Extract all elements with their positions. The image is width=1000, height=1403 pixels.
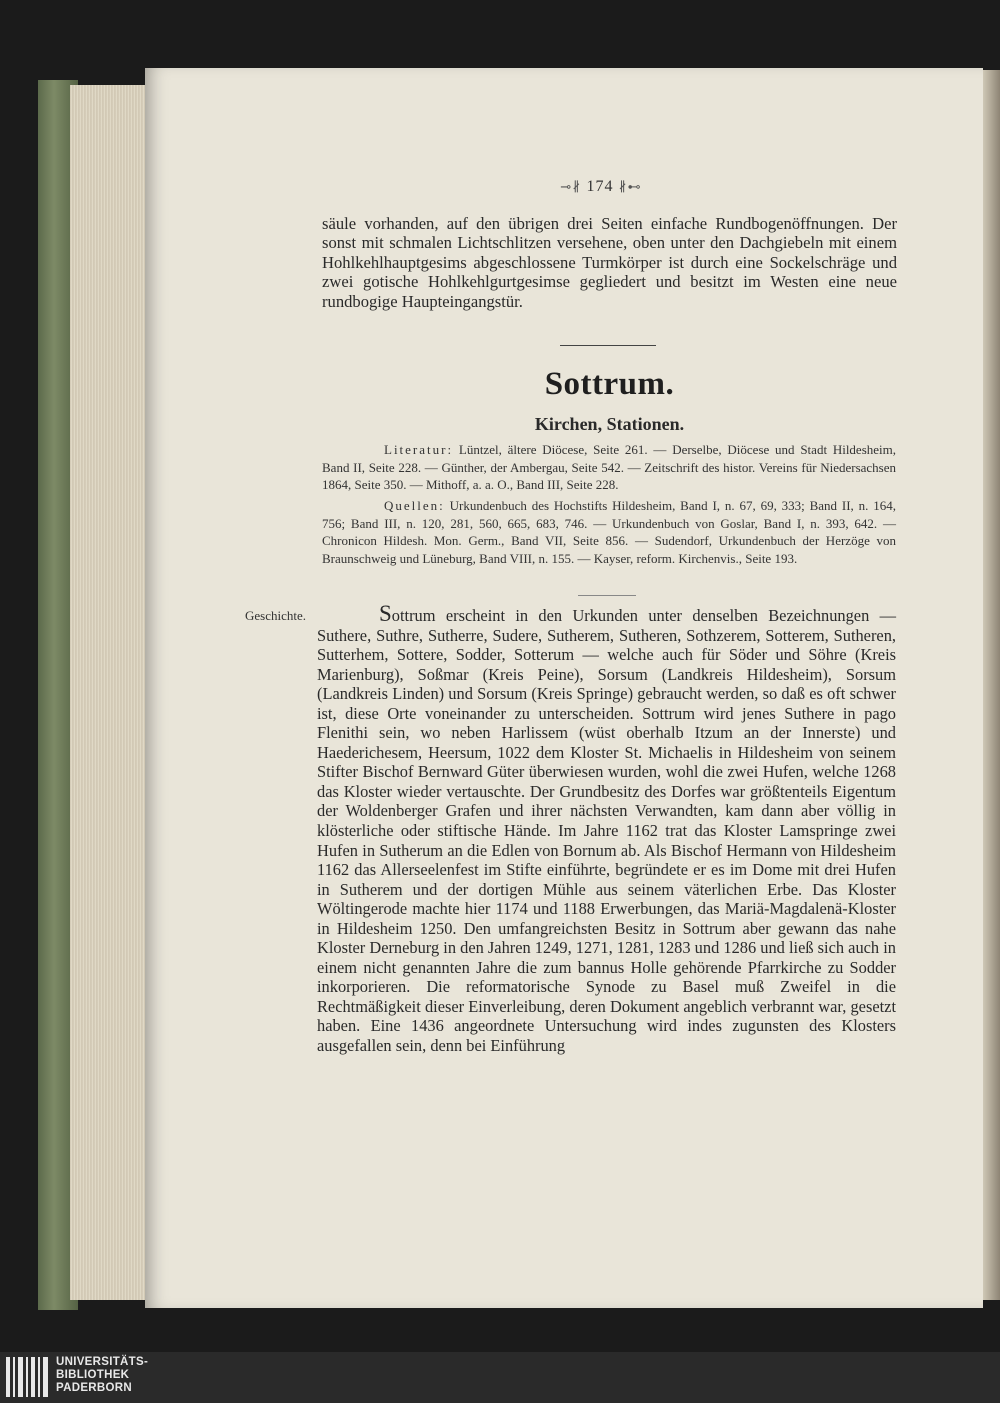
- section-subheading: Kirchen, Stationen.: [534, 414, 685, 434]
- footer-bar: [0, 1352, 1000, 1403]
- literatur-text: Lüntzel, ältere Diöcese, Seite 261. — Derselbe, Diöcese und Stadt Hildesheim, Band II, Seite 228. — Günther, der Ambergau, Seite 542. — Zeitschrift des histor. Vereins für Niedersachsen 1864, Seite 350. — Mithoff, a. a. O., Band III, Seite 228.: [322, 442, 897, 493]
- library-logo-icon: [6, 1357, 52, 1397]
- ornament-right: ∦⊷: [618, 179, 642, 194]
- main-text: ottrum erscheint in den Urkunden unter denselben Bezeichnungen — Suthere, Suthre, Sutherre, Sudere, Sutherem, Sutheren, Sothzerem, Sotterem, Sutheren, Sutterhem, Sottere, Sodder, Sotterum — welche auch für Söder und Söhre (Kreis Marienburg), Soßmar (Kreis Peine), Sorsum (Landkreis Hildesheim), Sorsum (Landkreis Linden) und Sorsum (Kreis Springe) gebraucht werden, so daß es oft schwer ist, diese Orte voneinander zu unterscheiden. Sottrum wird jenes Suthere in pago Flenithi sein, wo neben Harlissem (wüst oberhalb Itzum an der Innerste) und Haederichesem, Heersum, 1022 dem Kloster St. Michaelis in Hildesheim von seinem Stifter Bischof Bernward Güter überwiesen wurden, wohl die zwei Hufen, welche 1268 das Kloster wieder vertauschte. Der Grundbesitz des Dorfes war größtenteils Eigentum der Woldenberger Grafen und ihrer nächsten Verwandten, kam dann aber völlig in klösterliche oder stiftische Hände. Im Jahre 1162 trat das Kloster Lamspringe zwei Hufen in Sutherum an die Edlen von Bornum ab. Als Bischof Hermann von Hildesheim 1162 das Allerseelenfest im Stifte einführte, begründete er es im Dome mit drei Hufen in Sutherem und der dortigen Mühle aus seinem väterlichen Erbe. Das Kloster Wöltingerode machte hier 1174 und 1188 Erwerbungen, das Mariä-Magdalenä-Kloster in Hildesheim 1250. Den umfangreichsten Besitz in Sottrum aber gewann das nahe Kloster Derneburg in den Jahren 1249, 1271, 1281, 1283 und 1286 und ließ sich auch in einem nicht genannten Jahre die zum bannus Holle gehörende Pfarrkirche zu Sodder inkorporieren. Die reformatorische Synode zu Basel muß Zweifel in die Rechtmäßigkeit dieser Einverleibung, deren Dokument angeblich verbrannt war, gesetzt haben. Eine 1436 angeordnete Untersuchung wird indes zugunsten des Klosters ausgefallen sein, denn bei Einführung: [317, 606, 896, 1056]
- literatur-paragraph: [322, 441, 896, 494]
- quellen-paragraph: [322, 497, 896, 567]
- quellen-label: Quellen:: [384, 498, 445, 513]
- library-name-line2: BIBLIOTHEK: [56, 1369, 130, 1381]
- literatur-label: Literatur:: [384, 442, 454, 457]
- margin-note: Geschichte.: [245, 608, 307, 623]
- short-divider: [578, 595, 636, 596]
- main-paragraph: [317, 601, 896, 1056]
- page-stack: [70, 85, 150, 1300]
- library-name-line3: PADERBORN: [56, 1382, 132, 1394]
- library-name-line1: UNIVERSITÄTS-: [56, 1356, 149, 1368]
- section-heading: Sottrum.: [544, 366, 675, 402]
- dropcap: S: [379, 601, 392, 626]
- page-number-value: 174: [586, 178, 614, 195]
- quellen-text: Urkundenbuch des Hochstifts Hildesheim, Band I, n. 67, 69, 333; Band II, n. 164, 756; Band III, n. 120, 281, 560, 665, 683, 746. — Urkundenbuch von Goslar, Band I, n. 393, 642. — Chronicon Hildesh. Mon. Germ., Band VII, Seite 856. — Sudendorf, Urkundenbuch der Herzöge von Braunschweig und Lüneburg, Band VIII, n. 155. — Kayser, reform. Kirchenvis., Seite 193.: [322, 498, 896, 566]
- page-number: [536, 178, 666, 196]
- top-paragraph: säule vorhanden, auf den übrigen drei Seiten einfache Rundbogenöffnungen. Der sonst mit schmalen Lichtschlitzen versehene, oben unter den Dachgiebeln mit einem Hohlkehlhauptgesims abgeschlossene Turmkörper ist durch eine Sockelschräge und zwei gotische Hohlkehlgurtgesimse gegliedert und besitzt im Westen eine neue rundbogige Haupteingangstür.: [322, 214, 897, 311]
- ornament-left: ⊸∦: [560, 179, 582, 194]
- library-name: [56, 1356, 148, 1395]
- book-right-edge: [983, 70, 1000, 1300]
- section-divider: [560, 345, 656, 346]
